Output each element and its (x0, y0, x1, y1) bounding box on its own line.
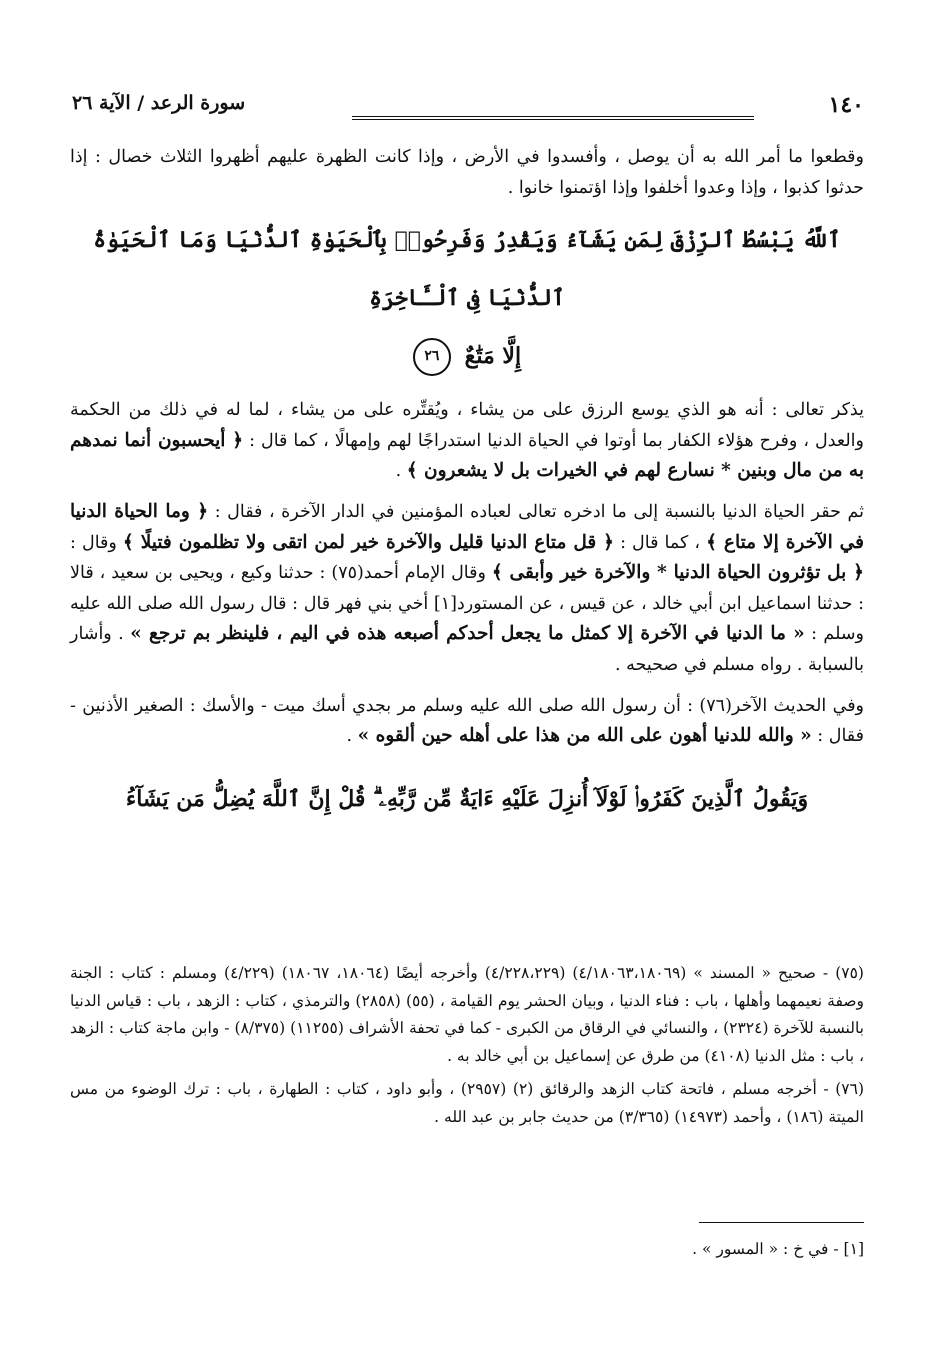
paragraph-3-quote-2: ﴿ قل متاع الدنيا قليل والآخرة خير لمن اتقى ولا تظلمون فتيلًا ﴾ (122, 531, 614, 553)
paragraph-1: وقطعوا ما أمر الله به أن يوصل ، وأفسدوا في الأرض ، وإذا كانت الظهرة عليهم أظهروا الثلاث خصال : إذا حدثوا كذبوا ، وإذا وعدوا أخلفوا وإذا اؤتمنوا خانوا . (70, 147, 864, 198)
paragraph-4-a: وفي الحديث الآخر(٧٦) : أن رسول الله صلى الله عليه وسلم مر بجدي أسك ميت - والأسك : الصغير الأذنين - فقال : (70, 695, 865, 747)
page-header (72, 92, 864, 126)
paragraph-4-end: . (346, 726, 353, 747)
page-number: ١٤٠ (828, 92, 864, 118)
quran-verse-27-start: وَيَقُولُ ٱلَّذِينَ كَفَرُوا۟ لَوْلَآ أُنزِلَ عَلَيْهِ ءَايَةٌ مِّن رَّبِّهِۦ ۗ قُلْ إِنَّ ٱللَّهَ يُضِلُّ مَن يَشَآءُ (125, 785, 809, 812)
paragraph-3-hadith: « ما الدنيا في الآخرة إلا كمثل ما يجعل أحدكم أصبعه هذه في اليم ، فلينظر بم ترجع » (130, 623, 805, 645)
paragraph-3-b: ، كما قال : (620, 532, 701, 553)
paragraph-3 (70, 497, 864, 681)
paragraph-2 (70, 395, 864, 487)
paragraph-4 (70, 691, 864, 752)
paragraph-3-quote-3: ﴿ بل تؤثرون الحياة الدنيا * والآخرة خير وأبقى ﴾ (491, 562, 864, 584)
verse-number-marker: ٢٦ (413, 338, 451, 376)
verse-line-2-text: إِلَّا مَتَٰعٌ (464, 343, 522, 370)
footnote-rule (699, 1222, 864, 1223)
paragraph-2-text: يذكر تعالى : أنه هو الذي يوسع الرزق على من يشاء ، ويُقتِّره على من يشاء ، لما له في ذلك من الحكمة والعدل ، وفرح هؤلاء الكفار بما أوتوا في الحياة الدنيا استدراجًا لهم وإمهالًا ، كما قال : (70, 400, 864, 451)
verse-line-2 (70, 327, 864, 385)
paragraph-2-end: . (395, 461, 402, 482)
paragraph-3-quote-1: ﴿ وما الحياة الدنيا في الآخرة إلا متاع ﴾ (70, 500, 864, 553)
paragraph-4-hadith: « والله للدنيا أهون على الله من هذا على أهله حين ألقوه » (357, 725, 812, 747)
main-text (70, 142, 864, 838)
running-title: سورة الرعد / الآية ٢٦ (72, 92, 246, 114)
quran-verse-26 (70, 211, 864, 385)
footnote-76: (٧٦) - أخرجه مسلم ، فاتحة كتاب الزهد والرقائق (٢) (٢٩٥٧) ، وأبو داود ، كتاب : الطهارة ، باب : ترك الوضوء من مس الميتة (١٨٦) ، وأحمد (١٤٩٧٣) (٣/٣٦٥) من حديث جابر بن عبد الله . (70, 1080, 864, 1126)
verse-line-1: ٱللَّهُ يَبْسُطُ ٱلرِّزْقَ لِمَن يَشَآءُ وَيَقْدِرُ وَفَرِحُوا۟ بِٱلْحَيَوٰةِ ٱلدُّنْيَا وَمَا ٱلْحَيَوٰةُ ٱلدُّنْيَا فِى ٱلْـَٔاخِرَةِ (93, 227, 841, 312)
footnote-75: (٧٥) - صحيح « المسند » (٤/١٨٠٦٣،١٨٠٦٩) (٤/٢٢٨،٢٢٩) وأخرجه أيضًا (١٨٠٦٤، ١٨٠٦٧) (٤/٢٢٩) ومسلم : كتاب : الجنة وصفة نعيمهما وأهلها ، باب : فناء الدنيا ، وبيان الحشر يوم القيامة ، (٥٥) (٢٨٥٨) والترمذي ، كتاب : الزهد ، باب : قياس الدنيا بالنسبة للآخرة (٢٣٢٤) ، والنسائي في الرقاق من الكبرى - كما في تحفة الأشراف (١١٢٥٥) (٨/٣٧٥) - وابن ماجة كتاب : الزهد ، باب : مثل الدنيا (٤١٠٨) من طرق عن إسماعيل بن أبي خالد به . (70, 964, 864, 1065)
footnotes (70, 960, 864, 1137)
paragraph-3-e: . وأشار بالسبابة . رواه مسلم في صحيحه . (70, 624, 864, 675)
manuscript-note-1: [١] - في خ : « المسور » . (692, 1240, 864, 1258)
paragraph-2-quote: ﴿ أيحسبون أنما نمدهم به من مال وبنين * نسارع لهم في الخيرات بل لا يشعرون ﴾ (70, 429, 864, 482)
paragraph-3-d: وقال الإمام أحمد(٧٥) : حدثنا وكيع ، ويحيى بن سعيد ، قالا : حدثنا اسماعيل ابن أبي خالد ، عن قيس ، عن المستورد[١] أخي بني فهر قال : قال رسول الله صلى الله عليه وسلم : (70, 563, 864, 645)
paragraph-3-a: ثم حقر الحياة الدنيا بالنسبة إلى ما ادخره تعالى لعباده المؤمنين في الدار الآخرة ، فقال : (214, 501, 864, 522)
header-rule (352, 116, 754, 120)
paragraph-3-c: وقال : (70, 532, 117, 553)
